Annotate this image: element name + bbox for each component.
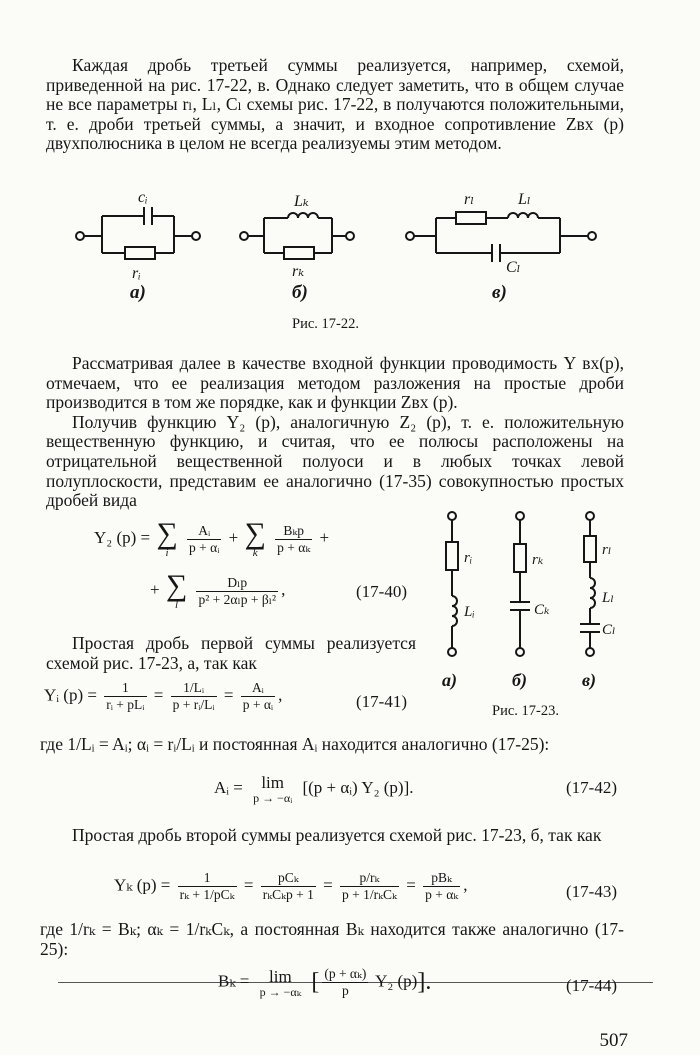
eq41-number: (17-41) bbox=[356, 692, 407, 711]
paragraph-3-text: Получив функцию Y₂ (p), аналогичную Z₂ (p), т. е. положительную вещественную функцию, и считая, что ее полюсы расположены на отрицательной вещественной полуоси и в любых точках левой полуплоскости, представим ее аналогично (17-35) совокупностью простых дробей вида bbox=[46, 411, 624, 511]
eq40-sum-l: ∑ l bbox=[165, 569, 188, 611]
fig22-label-rk: rₖ bbox=[292, 263, 305, 280]
equation-17-40-line1 bbox=[94, 517, 330, 559]
fig22-caption: Рис. 17-22. bbox=[292, 316, 359, 332]
paragraph-2-text: Рассматривая далее в качестве входной функции проводимость Y вх(p), отмечаем, что ее реализация методом разложения на простые дроби производится в том же порядке, как и функции Zвх (p). bbox=[46, 353, 624, 413]
eq43-lhs: Yₖ (p) = bbox=[114, 875, 171, 895]
page-number: 507 bbox=[599, 1030, 628, 1051]
eq40-plus2: + bbox=[319, 527, 330, 547]
eq42-rhs: [(p + αᵢ) Y₂ (p)]. bbox=[302, 777, 414, 797]
fig23-label-cl: Cₗ bbox=[602, 622, 616, 638]
eq43-frac4: $\frac{\text{pBₖ}}{\text{p + αₖ}}$ bbox=[425, 870, 459, 902]
fig22-sub-a: а) bbox=[130, 282, 146, 303]
fig22-label-lk: Lₖ bbox=[294, 193, 309, 210]
eq44-frac: $\frac{\text{(p + αₖ)}}{p}$ bbox=[324, 966, 367, 998]
fig22-label-cl: Cₗ bbox=[506, 259, 521, 276]
eq40-plus1: + bbox=[228, 527, 239, 547]
eq40-term1: $\frac{\text{Aᵢ}}{\text{p + αᵢ}}$ bbox=[189, 522, 220, 555]
eq43-frac1: $\frac{1}{\text{rₖ + 1/pCₖ}}$ bbox=[179, 870, 235, 902]
eq40-number: (17-40) bbox=[356, 582, 407, 601]
paragraph-5 bbox=[40, 735, 624, 755]
paragraph-6-text: Простая дробь второй суммы реализуется схемой рис. 17-23, б, так как bbox=[72, 825, 602, 845]
fig22-label-ci: cᵢ bbox=[138, 189, 148, 206]
figure-17-22 bbox=[60, 186, 620, 304]
eq40-sum-k: ∑ k bbox=[244, 517, 266, 559]
fig22-sub-c: в) bbox=[492, 282, 507, 303]
fig22-label-ri: rᵢ bbox=[132, 265, 141, 282]
fig23-label-li: Lᵢ bbox=[464, 604, 475, 620]
eq40-sum-i: ∑ i bbox=[156, 517, 178, 559]
eq42-limit: lim p → −αᵢ bbox=[253, 773, 293, 805]
fig22-label-rl: rₗ bbox=[464, 191, 475, 208]
eq40-term3: $\frac{\text{Dₗp}}{\text{p² + 2αₗp + βₗ²}}$ bbox=[198, 574, 277, 607]
fig23-sub-b: б) bbox=[512, 670, 527, 690]
eq43-frac3: $\frac{\text{p/rₖ}}{\text{p + 1/rₖCₖ}}$ bbox=[342, 870, 397, 902]
eq40-lhs: Y₂ (p) = bbox=[94, 527, 151, 547]
eq40-term2: $\frac{\text{Bₖp}}{\text{p + αₖ}}$ bbox=[277, 522, 311, 555]
paragraph-5-text: где 1/Lᵢ = Aᵢ; αᵢ = rᵢ/Lᵢ и постоянная Aᵢ находится аналогично (17-25): bbox=[40, 734, 550, 754]
figure-17-23 bbox=[430, 506, 630, 696]
eq44-limit: lim p → −αₖ bbox=[259, 966, 302, 999]
fig23-label-ck: Cₖ bbox=[534, 602, 550, 618]
eq41-lhs: Yᵢ (p) = bbox=[44, 685, 97, 705]
equation-17-41: Yᵢ (p) = $\frac{1}{\text{rᵢ + pLᵢ}}$ = $\frac{\text{1/Lᵢ}}{\text{p + rᵢ/Lᵢ}}$ = $\frac{\text{Aᵢ}}{\text{p + αᵢ}}$ , bbox=[44, 680, 283, 712]
fig23-label-ll: Lₗ bbox=[602, 590, 614, 606]
eq44-lhs: Bₖ = bbox=[218, 971, 250, 991]
equation-17-42 bbox=[214, 774, 414, 804]
eq41-frac3: $\frac{\text{Aᵢ}}{\text{p + αᵢ}}$ bbox=[242, 680, 274, 712]
equation-17-43: Yₖ (p) = $\frac{1}{\text{rₖ + 1/pCₖ}}$ = $\frac{\text{pCₖ}}{\text{rₖCₖp + 1}}$ = $\frac{\text{p/rₖ}}{\text{p + 1/rₖCₖ}}$ = $\frac{\text{pBₖ}}{\text{p + αₖ}}$ , bbox=[114, 870, 468, 902]
fig23-sub-c: в) bbox=[582, 670, 597, 690]
fig23-caption: Рис. 17-23. bbox=[492, 703, 559, 719]
eq42-number: (17-42) bbox=[566, 778, 617, 797]
paragraph-7 bbox=[40, 920, 624, 959]
paragraph-4 bbox=[46, 634, 416, 673]
paragraph-2 bbox=[46, 354, 624, 511]
eq42-lhs: Aᵢ = bbox=[214, 777, 243, 797]
paragraph-1-text: Каждая дробь третьей суммы реализуется, например, схемой, приведенной на рис. 17-22, в. Однако следует заметить, что в общем случае не все параметры rₗ, Lₗ, Cₗ схемы рис. 17-22, в получаются положительными, т. е. дроби третьей суммы, а значит, и входное сопротивление Zвх (p) двухполюсника в целом не всегда реализуемы этим методом. bbox=[46, 55, 624, 154]
eq41-frac1: $\frac{1}{\text{rᵢ + pLᵢ}}$ bbox=[106, 680, 145, 712]
eq40-plus3: + bbox=[150, 579, 160, 599]
paragraph-4-text: Простая дробь первой суммы реализуется схемой рис. 17-23, а, так как bbox=[46, 633, 416, 673]
paragraph-1 bbox=[46, 56, 624, 154]
eq43-number: (17-43) bbox=[566, 882, 617, 901]
fig23-label-ri: rᵢ bbox=[464, 550, 473, 566]
fig23-label-rk: rₖ bbox=[532, 552, 544, 568]
equation-17-40-line2: + ∑ l $\frac{\text{Dₗp}}{\text{p² + 2αₗp + βₗ²}}$ , bbox=[150, 569, 286, 611]
fig23-label-rl: rₗ bbox=[602, 542, 612, 558]
fig23-sub-a: а) bbox=[442, 670, 457, 690]
fig22-label-ll: Lₗ bbox=[518, 191, 531, 208]
eq41-frac2: $\frac{\text{1/Lᵢ}}{\text{p + rᵢ/Lᵢ}}$ bbox=[172, 680, 215, 712]
eq43-frac2: $\frac{\text{pCₖ}}{\text{rₖCₖp + 1}}$ bbox=[262, 870, 314, 902]
eq44-rhs: Y₂ (p) bbox=[375, 971, 418, 991]
equation-17-44: Bₖ = lim p → −αₖ [ $\frac{\text{(p + αₖ)}}{p}$ Y₂ (p)]. bbox=[218, 966, 432, 999]
paragraph-7-text: где 1/rₖ = Bₖ; αₖ = 1/rₖCₖ, а постоянная Bₖ находится также аналогично (17-25): bbox=[40, 919, 624, 959]
fig22-sub-b: б) bbox=[292, 282, 308, 303]
eq44-number: (17-44) bbox=[566, 976, 617, 995]
paragraph-6 bbox=[46, 826, 624, 846]
